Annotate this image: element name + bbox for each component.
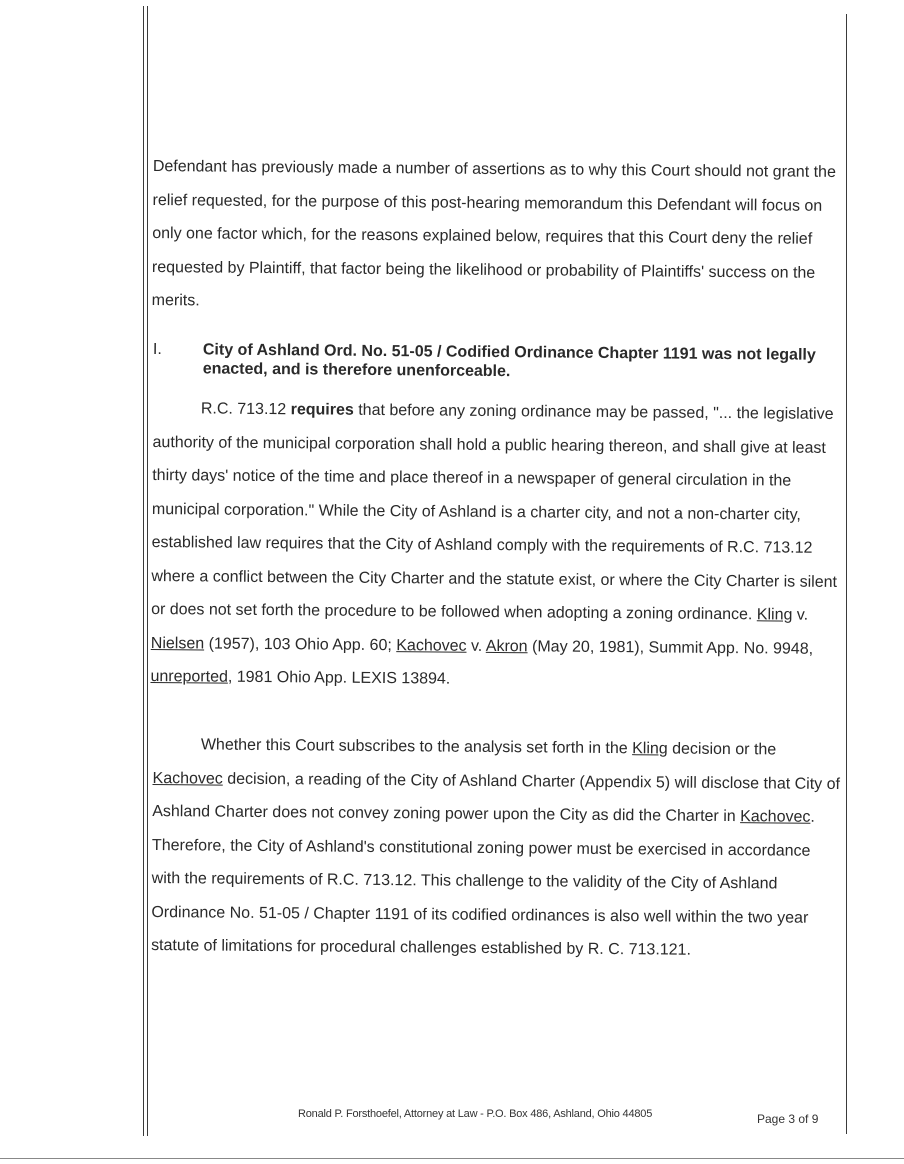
left-margin-line [143,6,144,1136]
case-name-akron: Akron [485,637,528,655]
section-heading [153,340,843,384]
right-margin-line [846,14,847,1134]
page-bottom-edge [0,1158,904,1159]
section-number: I. [152,340,162,359]
case-name-kachovec: Kachovec [396,636,467,655]
footer-attorney: Ronald P. Forsthoefel, Attorney at Law - P.O. Box 486, Ashland, Ohio 44805 [298,1108,653,1120]
paragraph-statute: R.C. 713.12 requires that before any zoning ordinance may be passed, "... the legislative authority of the municipal corporation shall hold a public hearing thereon, and shall give at least thirty days' notice of the time and place thereof in a newspaper of general circulation in the municipal corporation." While the City of Ashland is a charter city, and not a non-charter city, established law requires that the City of Ashland comply with the requirements of R.C. 713.12 where a conflict between the City Charter and the statute exist, or where the City Charter is silent or does not set forth the procedure to be followed when adopting a zoning ordinance. Kling v. Nielsen (1957), 103 Ohio App. 60; Kachovec v. Akron (May 20, 1981), Summit App. No. 9948, unreported, 1981 Ohio App. LEXIS 13894. [150,400,838,688]
unreported-label: unreported [150,667,228,686]
emphasis-requires: requires [290,401,354,419]
case-name-nielsen: Nielsen [150,634,205,652]
page-number: Page 3 of 9 [757,1112,819,1126]
section-title: City of Ashland Ord. No. 51-05 / Codified Ordinance Chapter 1191 was not legally enacted, and is therefore unenforceable. [202,341,816,381]
paragraph-intro: Defendant has previously made a number of assertions as to why this Court should not grant the relief requested, for the purpose of this post-hearing memorandum this Defendant will focus on only one factor which, for the reasons explained below, requires that this Court deny the relief requested by Plaintiff, that factor being the likelihood or probability of Plaintiffs' success on the merits. [151,157,836,310]
case-name-kachovec: Kachovec [152,769,223,788]
case-name-kling: Kling [756,606,793,624]
case-name-kachovec: Kachovec [740,808,811,826]
paragraph-analysis: Whether this Court subscribes to the analysis set forth in the Kling decision or the Kachovec decision, a reading of the City of Ashland Charter (Appendix 5) will disclose that City of Ashland Charter does not convey zoning power upon the City as did the Charter in Kachovec. Therefore, the City of Ashland's constitutional zoning power must be exercised in accordance with the requirements of R.C. 713.12. This challenge to the validity of the City of Ashland Ordinance No. 51-05 / Chapter 1191 of its codified ordinances is also well within the two year statute of limitations for procedural challenges established by R. C. 713.121. [151,736,841,959]
left-margin-line-inner [147,6,148,1136]
case-name-kling: Kling [632,740,668,758]
